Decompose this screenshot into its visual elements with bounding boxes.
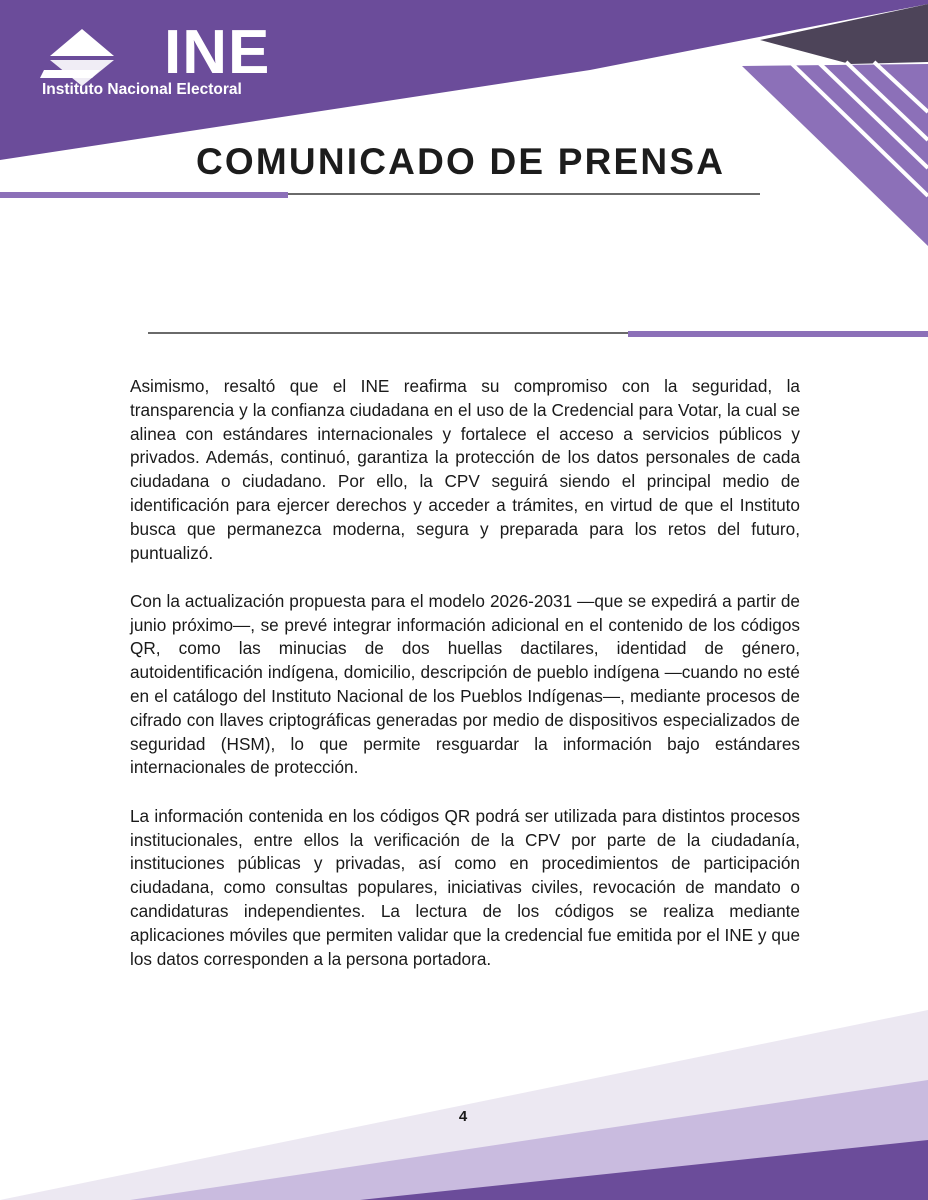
right-purple-triangle	[742, 64, 928, 246]
page-number: 4	[458, 1108, 468, 1125]
article-body	[130, 375, 800, 996]
page-title: COMUNICADO DE PRENSA	[196, 141, 726, 182]
logo-subtitle: Instituto Nacional Electoral	[42, 81, 242, 98]
paragraph-2: Con la actualización propuesta para el modelo 2026-2031 —que se expedirá a partir de junio próximo—, se prevé integrar información adicional en el contenido de los códigos QR, como las minucias de dos huellas dactilares, identidad de género, autoidentificación indígena, domicilio, descripción de pueblo indígena —cuando no esté en el catálogo del Instituto Nacional de los Pueblos Indígenas—, mediante procesos de cifrado con llaves criptográficas generadas por medio de dispositivos especializados de seguridad (HSM), lo que permite resguardar la información bajo estándares internacionales de protección.	[130, 590, 800, 778]
ine-logo	[40, 18, 280, 104]
paragraph-1: Asimismo, resaltó que el INE reafirma su compromiso con la seguridad, la transparencia y la confianza ciudadana en el uso de la Credencial para Votar, la cual se alinea con estándares internacionales y fortalece el acceso a servicios públicos y privados. Además, continuó, garantiza la protección de los datos personales de cada ciudadana o ciudadano. Por ello, la CPV seguirá siendo el principal medio de identificación para ejercer derechos y acceder a trámites, en virtud de que el Instituto busca que permanezca moderna, segura y preparada para los retos del futuro, puntualizó.	[130, 376, 800, 563]
header-divider-accent	[0, 192, 288, 198]
section-divider-accent	[628, 331, 928, 337]
logo-wordmark: INE	[164, 18, 271, 87]
section-divider-line	[148, 332, 628, 334]
header-divider-line	[288, 193, 760, 195]
paragraph-3: La información contenida en los códigos QR podrá ser utilizada para distintos procesos institucionales, entre ellos la verificación de la CPV por parte de la ciudadanía, instituciones públicas y privadas, así como en procedimientos de participación ciudadana, como consultas populares, iniciativas civiles, revocación de mandato o candidaturas independientes. La lectura de los códigos se realiza mediante aplicaciones móviles que permiten validar que la credencial fue emitida por el INE y que los datos corresponden a la persona portadora.	[130, 805, 800, 969]
ine-logo-mark-icon	[40, 26, 160, 86]
